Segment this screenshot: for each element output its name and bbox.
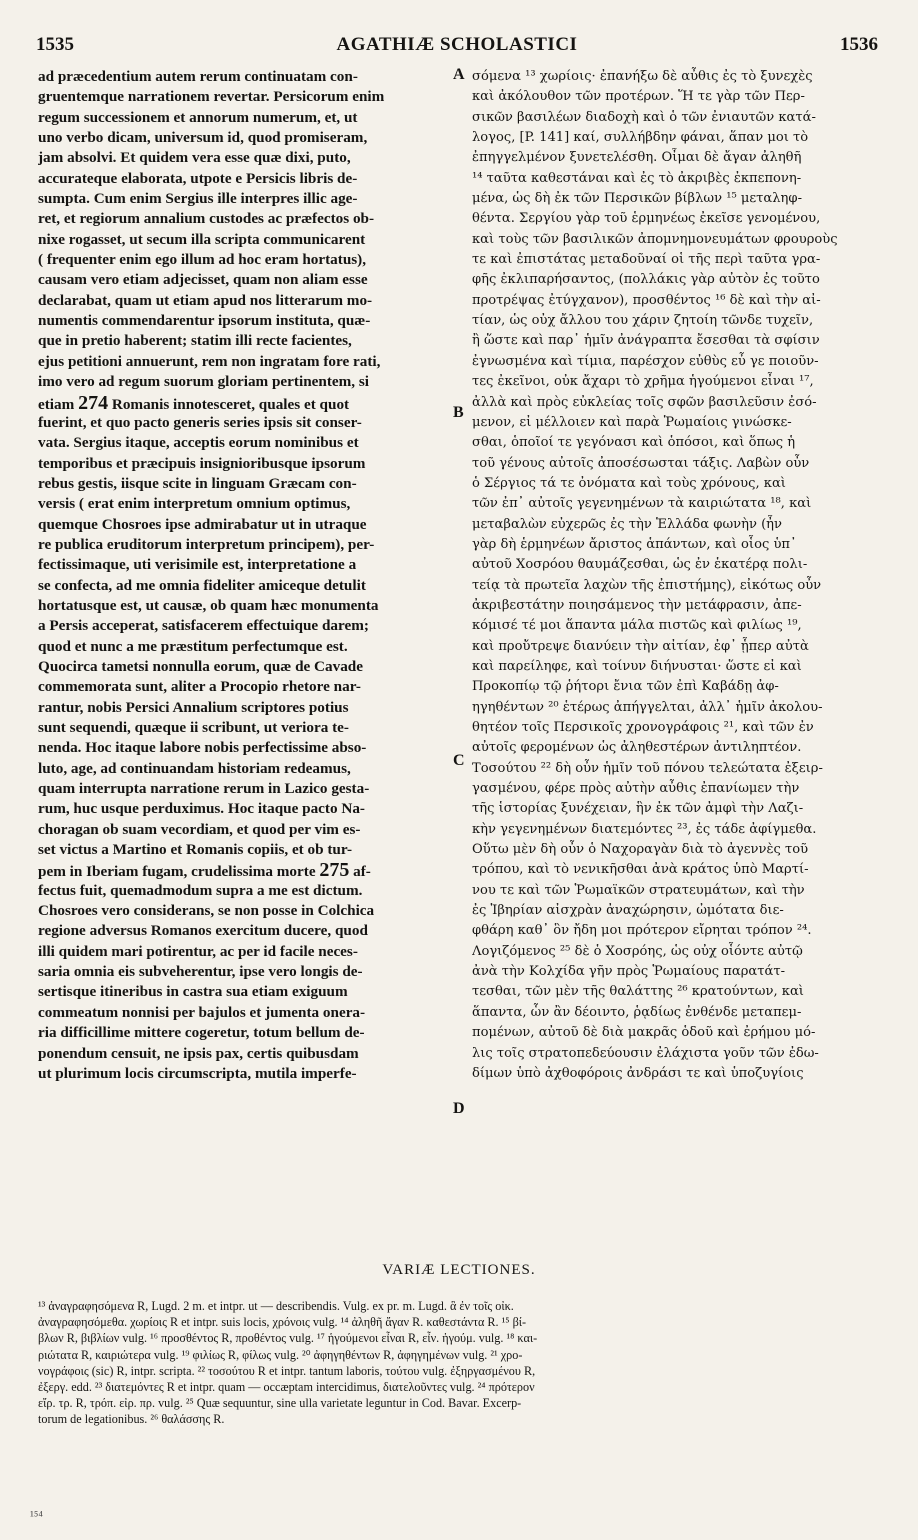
latin-text-line: gruentemque narrationem revertar. Persicorum enim — [38, 88, 385, 106]
latin-text-line: temporibus et præcipuis insignioribusque ipsorum — [38, 454, 366, 472]
greek-text-line: τεσθαι, τῶν μὲν τῆς θαλάττης ²⁶ κρατούντων, καὶ — [472, 984, 804, 1000]
latin-text-line: regum successionem et annorum numerum, et, ut — [38, 108, 358, 126]
greek-text-line: κὴν γεγενημένων διατεμόντες ²³, ἐς τάδε ἀφίγμεθα. — [472, 821, 817, 837]
note-line: βλων R, βιβλίων vulg. ¹⁶ προσθέντος R, προθέντος vulg. ¹⁷ ἡγούμενοι εἶναι R, εἶν. ἡγούμ. vulg. ¹⁸ και- — [38, 1331, 538, 1346]
running-title: AGATHIÆ SCHOLASTICI — [336, 34, 578, 55]
latin-text-line: Quocirca tametsi nonnulla eorum, quæ de Cavade — [38, 657, 363, 675]
greek-text-line: τείᾳ τὰ πρωτεῖα λαχὼν τῆς ἐπιστήμης), εἰκότως οὖν — [472, 577, 822, 593]
latin-text-line: se confecta, ad me omnia fideliter amiceque detulit — [38, 576, 366, 594]
latin-column — [38, 67, 445, 1084]
greek-text-line: ἅπαντα, ὧν ἂν δέοιντο, ῥᾳδίως ἐνθένδε μεταπεμ- — [472, 1004, 802, 1020]
latin-text-line: hortatusque est, ut causæ, ob quam hæc monumenta — [38, 596, 379, 614]
note-line: νογράφοις (sic) R, intpr. scripta. ²² τοσούτου R et intpr. tantum laboris, τούτου vulg. ἐξηργασμένου R, — [38, 1363, 536, 1378]
page-reference-number: 274 — [78, 392, 109, 413]
latin-text-line: sumpta. Cum enim Sergius ille interpres illic age- — [38, 190, 358, 208]
section-marker-b: B — [453, 404, 464, 421]
latin-text-line: fectus fuit, quemadmodum supra a me est dictum. — [38, 881, 363, 899]
greek-text-line: πομένων, αὐτοῦ δὲ διὰ μακρᾶς ὁδοῦ καὶ ἐρήμου μό- — [472, 1025, 816, 1041]
greek-text-line: λις τοῖς στρατοπεδεύουσιν ἐλάχιστα γοῦν τῶν ἐδω- — [472, 1045, 819, 1061]
latin-text-line: quod et nunc a me præstitum perfectumque est. — [38, 637, 348, 655]
latin-text-line: Chosroes vero considerans, se non posse in Colchica — [38, 902, 375, 920]
greek-text-line: κόμισέ τέ μοι ἅπαντα μάλα πιστῶς καὶ φιλίως ¹⁹, — [472, 618, 802, 634]
greek-text-line: θητέον τοῖς Περσικοῖς χρονογράφοις ²¹, καὶ τῶν ἐν — [472, 720, 814, 735]
greek-text-line: ἐς Ἰβηρίαν αἰσχρὰν ἀναχώρησιν, ὠμότατα διε- — [472, 903, 784, 919]
greek-text-line: φθάρη καθ᾽ ὃν ἤδη μοι πρότερον εἴρηται τρόπον ²⁴. — [472, 923, 812, 939]
latin-text-line: regione adversus Romanos exercitum ducere, quod — [38, 922, 368, 940]
latin-text-line: versis ( erat enim interpretum omnium optimus, — [38, 495, 351, 513]
greek-text-line: καὶ ἀκόλουθον τῶν προτέρων. Ἥ τε γὰρ τῶν Περ- — [472, 89, 805, 105]
latin-text-line: commemorata sunt, aliter a Procopio rhetore nar- — [38, 678, 361, 696]
page-number-left: 1535 — [36, 34, 74, 55]
apparatus-notes — [38, 1298, 880, 1428]
greek-text-line: Λογιζόμενος ²⁵ δὲ ὁ Χοσρόης, ὡς οὐχ οἷόντε αὐτῷ — [472, 943, 803, 959]
section-marker-d: D — [453, 1100, 465, 1117]
greek-text-line: φῆς ἐκλιπαρήσαντος, (πολλάκις γὰρ αὐτὸν ἐς τοῦτο — [472, 272, 820, 288]
latin-text-line: etiam 274 Romanis innotesceret, quales et quot — [38, 392, 350, 413]
latin-text-line: ( frequenter enim ego illum ad hoc eram hortatus), — [38, 251, 367, 269]
greek-text-line: τε καὶ ἐπιστάτας μεταδοῦναί οἱ τῆς περὶ ταῦτα γρα- — [472, 252, 821, 268]
latin-text-line: nixe rogasset, ut secum illa scripta communicarent — [38, 230, 366, 248]
latin-text-line: choragan ob suam vecordiam, et quod per vim es- — [38, 820, 361, 838]
page-reference-number: 275 — [319, 860, 350, 881]
latin-text-line: rebus gestis, iisque scite in linguam Græcam con- — [38, 474, 357, 492]
latin-text-line: pem in Iberiam fugam, crudelissima morte 275 af- — [38, 860, 371, 881]
section-marker-c: C — [453, 752, 465, 769]
greek-text-line: ¹⁴ ταῦτα καθεστάναι καὶ ἐς τὸ ἀκριβὲς ἐκπεπονη- — [472, 170, 802, 186]
greek-text-line: μεταβαλὼν εὐχερῶς ἐς τὴν Ἑλλάδα φωνὴν (ἦν — [472, 516, 782, 532]
note-line: ριώτατα R, καιριώτερα vulg. ¹⁹ φιλίως R, φίλως vulg. ²⁰ ἀφηγηθέντων R, ἀφηγημένων vulg. ²¹ χρο- — [38, 1347, 523, 1362]
latin-text-line: sunt sequendi, quæque ii scribunt, ut veriora te- — [38, 719, 349, 736]
greek-text-line: τῶν ἐπ᾽ αὐτοῖς γεγενημένων τὰ καιριώτατα ¹⁸, καὶ — [472, 496, 812, 512]
latin-text-line: re publica eruditorum interpretum principem), per- — [38, 535, 375, 553]
latin-text-line: commeatum nonnisi per bajulos et jumenta onera- — [38, 1003, 366, 1021]
greek-text-line: ἀλλὰ καὶ πρὸς εὐκλείας τοῖς σφῶν βασιλεῦσιν ἐσό- — [472, 394, 817, 410]
greek-text-line: τίαν, ὡς οὐχ ἄλλου του χάριν ζητοίη τῶνδε τυχεῖν, — [472, 313, 814, 329]
note-line: ¹³ ἀναγραφησόμενα R, Lugd. 2 m. et intpr. ut — describendis. Vulg. ex pr. m. Lugd. ἃ ἐν τοῖς οἰκ. — [38, 1299, 514, 1313]
latin-text-line: sertisque itineribus in castra sua etiam exiguum — [38, 983, 348, 1001]
greek-text-line: καὶ προὔτρεψε διανύειν τὴν αἰτίαν, ἐφ᾽ ᾗπερ αὐτὰ — [472, 638, 809, 654]
greek-text-line: σθαι, ὁποῖοί τε γεγόνασι καὶ ὁπόσοι, καὶ ὅπως ἡ — [472, 435, 796, 451]
greek-text-line: θέντα. Σεργίου γὰρ τοῦ ἑρμηνέως ἐκεῖσε γενομένου, — [472, 211, 821, 227]
greek-text-line: μένα, ὡς δὴ ἐκ τῶν Περσικῶν βίβλων ¹⁵ μεταληφ- — [472, 191, 802, 207]
latin-text-line: causam vero etiam adjecisset, quam non aliam esse — [38, 271, 368, 289]
variae-lectiones-heading: VARIÆ LECTIONES. — [382, 1262, 536, 1278]
running-header — [36, 34, 878, 58]
latin-text-line: numentis commendarentur ipsorum instituta, quæ- — [38, 312, 371, 330]
latin-text-line: jam absolvi. Et quidem vera esse quæ dixi, puto, — [38, 149, 351, 167]
latin-text-line: set victus a Martino et Romanis copiis, et ob tur- — [38, 841, 353, 859]
greek-text-line: καὶ παρείληφε, καὶ τοίνυν διήνυσται· ὥστε εἰ καὶ — [472, 658, 802, 674]
latin-text-line: ad præcedentium autem rerum continuatam con- — [38, 68, 358, 85]
greek-text-line: ἀνὰ τὴν Κολχίδα γῆν πρὸς Ῥωμαίους παρατάτ- — [472, 964, 785, 980]
greek-text-line: δίμων ὑπὸ ἀχθοφόροις ἀνδράσι τε καὶ ὑποζυγίοις — [472, 1065, 804, 1081]
latin-text-line: rantur, nobis Persici Annalium scriptores potius — [38, 698, 349, 716]
latin-text-line: fectissimaque, uti verisimile est, interpretatione a — [38, 556, 357, 574]
greek-text-line: γασμένου, φέρε πρὸς αὐτὴν αὖθις ἐπανίωμεν τὴν — [472, 781, 800, 797]
latin-text-line: illi quidem mari potirentur, ac per id facile neces- — [38, 942, 358, 960]
corner-mark: ¹⁵⁴ — [30, 1508, 43, 1523]
greek-text-line: αὐτοῦ Χοσρόου θαυμάζεσθαι, ὡς ἐν ἑκατέρᾳ πολι- — [472, 557, 808, 573]
note-line: ἐξεργ. edd. ²³ διατεμόντες R et intpr. quam — occæptam intercidimus, διατελοῦντες vulg. ²⁴ πρότερον — [38, 1379, 535, 1394]
greek-text-line: ὁ Σέργιος τά τε ὀνόματα καὶ τοὺς χρόνους, καὶ — [472, 475, 786, 491]
latin-text-line: ut plurimum locis circumscripta, mutila imperfe- — [38, 1064, 357, 1082]
greek-text-line: Προκοπίῳ τῷ ῥήτορι ἔνια τῶν ἐπὶ Καβάδῃ ἀφ- — [472, 679, 779, 695]
greek-text-line: Οὕτω μὲν δὴ οὖν ὁ Ναχοραγὰν διὰ τὸ ἀγεννὲς τοῦ — [472, 842, 809, 858]
greek-text-line: νου τε καὶ τῶν Ῥωμαϊκῶν στρατευμάτων, καὶ τὴν — [472, 882, 805, 898]
latin-text-line: quam interrupta narratione rerum in Lazico gesta- — [38, 780, 370, 798]
greek-text-line: σόμενα ¹³ χωρίοις· ἐπανήξω δὲ αὖθις ἐς τὸ ξυνεχὲς — [472, 69, 813, 84]
latin-text-line: ria difficillime mittere cogeretur, totum bellum de- — [38, 1024, 365, 1042]
greek-text-line: μενον, εἰ μέλλοιεν καὶ παρὰ Ῥωμαίοις γινώσκε- — [472, 414, 792, 430]
greek-text-line: τῆς ἱστορίας ξυνέχειαν, ἣν ἐκ τῶν ἀμφὶ τὴν Λαζι- — [472, 801, 804, 817]
greek-text-line: τοῦ γένους αὐτοῖς ἀποσέσωσται τάξις. Λαβὼν οὖν — [472, 455, 810, 471]
greek-text-line: σικῶν βασιλέων διαδοχὴ καὶ ὁ τῶν ἐνιαυτῶν κατά- — [472, 109, 816, 125]
greek-text-line: τρόπου, καὶ τὸ νενικῆσθαι ἀνὰ κράτος ὑπὸ Μαρτί- — [472, 862, 809, 878]
greek-text-line: λογος, [P. 141] καί, συλλήβδην φάναι, ἅπαν μοι τὸ — [472, 130, 809, 146]
note-line: εἴρ. τρ. R, τρόπ. εἰρ. πρ. vulg. ²⁵ Quæ sequuntur, sine ulla varietate leguntur in Cod. Bavar. Excerp- — [38, 1396, 522, 1411]
latin-text-line: nenda. Hoc itaque labore nobis perfectissime abso- — [38, 739, 367, 757]
latin-text-line: imo vero ad regum suorum gloriam pertinentem, si — [38, 373, 369, 391]
latin-text-line: quemque Chosroes ipse admirabatur ut in utraque — [38, 515, 367, 533]
greek-column — [472, 67, 882, 1084]
latin-text-line: declarabat, quam ut etiam apud nos litterarum mo- — [38, 291, 373, 309]
latin-text-line: rum, huc usque perduximus. Hoc itaque pacto Na- — [38, 800, 365, 818]
latin-text-line: accurateque elaborata, utpote e Persicis libris de- — [38, 169, 358, 187]
latin-text-line: ejus petitioni annuerunt, rem non ingratam fore rati, — [38, 352, 381, 370]
latin-text-line: luto, age, ad continuandam historiam redeamus, — [38, 759, 351, 777]
page-number-right: 1536 — [840, 34, 878, 55]
latin-text-line: fuerint, et quo pacto generis series ipsis sit conser- — [38, 413, 362, 431]
note-line: torum de legationibus. ²⁶ θαλάσσης R. — [38, 1412, 225, 1427]
latin-text-line: a Persis acceperat, satisfacerem effectuique darem; — [38, 617, 369, 635]
greek-text-line: αὐτοῖς φερομένων ὡς ἀληθεστέρων ἀντιληπτέον. — [472, 740, 802, 756]
greek-text-line: καὶ τοὺς τῶν βασιλικῶν ἀπομνημονευμάτων φρουροὺς — [472, 231, 838, 247]
greek-text-line: γὰρ δὴ ἑρμηνέων ἄριστος ἁπάντων, καὶ οἷος ὑπ᾽ — [472, 536, 797, 552]
note-line: ἀναγραφησόμεθα. χωρίοις R et intpr. suis locis, χρόνοις vulg. ¹⁴ ἀληθῆ ἄγαν R. καθεστάντα R. ¹⁵ βί- — [38, 1315, 527, 1330]
greek-text-line: προτρέψας ἐτύγχανον), προσθέντος ¹⁶ δὲ καὶ τὴν αἰ- — [472, 292, 821, 308]
greek-text-line: τες ἐκεῖνοι, οὐκ ἄχαρι τὸ χρῆμα ἡγούμενοι εἶναι ¹⁷, — [472, 374, 814, 390]
latin-text-line: ret, et regiorum annalium custodes ac præfectos ob- — [38, 210, 375, 228]
latin-text-line: uno verbo dicam, universum id, quod promiseram, — [38, 129, 368, 147]
greek-text-line: ἐπηγγελμένον ξυνετελέσθη. Οἶμαι δὲ ἄγαν ἀληθῆ — [472, 150, 802, 166]
latin-text-line: que in pretio haberent; statim illi recte facientes, — [38, 332, 352, 350]
greek-text-line: ηγηθέντων ²⁰ ἑτέρως ἀπήγγελται, ἀλλ᾽ ἡμῖν ἀκολου- — [472, 699, 823, 715]
greek-text-line: Τοσούτου ²² δὴ οὖν ἡμῖν τοῦ πόνου τελεώτατα ἐξειρ- — [472, 760, 823, 776]
greek-text-line: ἀκριβεστάτην ποιησάμενος τὴν μετάφρασιν, ἀπε- — [472, 597, 802, 613]
greek-text-line: ἢ ὥστε καὶ παρ᾽ ἡμῖν ἀνάγραπτα ἔσεσθαι τὰ σφίσιν — [472, 333, 820, 349]
latin-text-line: ponendum censuit, ne ipsis pax, certis quibusdam — [38, 1044, 359, 1062]
section-marker-a: A — [453, 66, 465, 83]
latin-text-line: vata. Sergius itaque, acceptis eorum nominibus et — [38, 434, 359, 452]
latin-text-line: saria omnia eis subveherentur, ipse vero longis de- — [38, 963, 363, 981]
greek-text-line: ἐγνωσμένα καὶ τίμια, παρέσχον εὐθὺς εὖ γε ποιοῦν- — [472, 353, 819, 369]
